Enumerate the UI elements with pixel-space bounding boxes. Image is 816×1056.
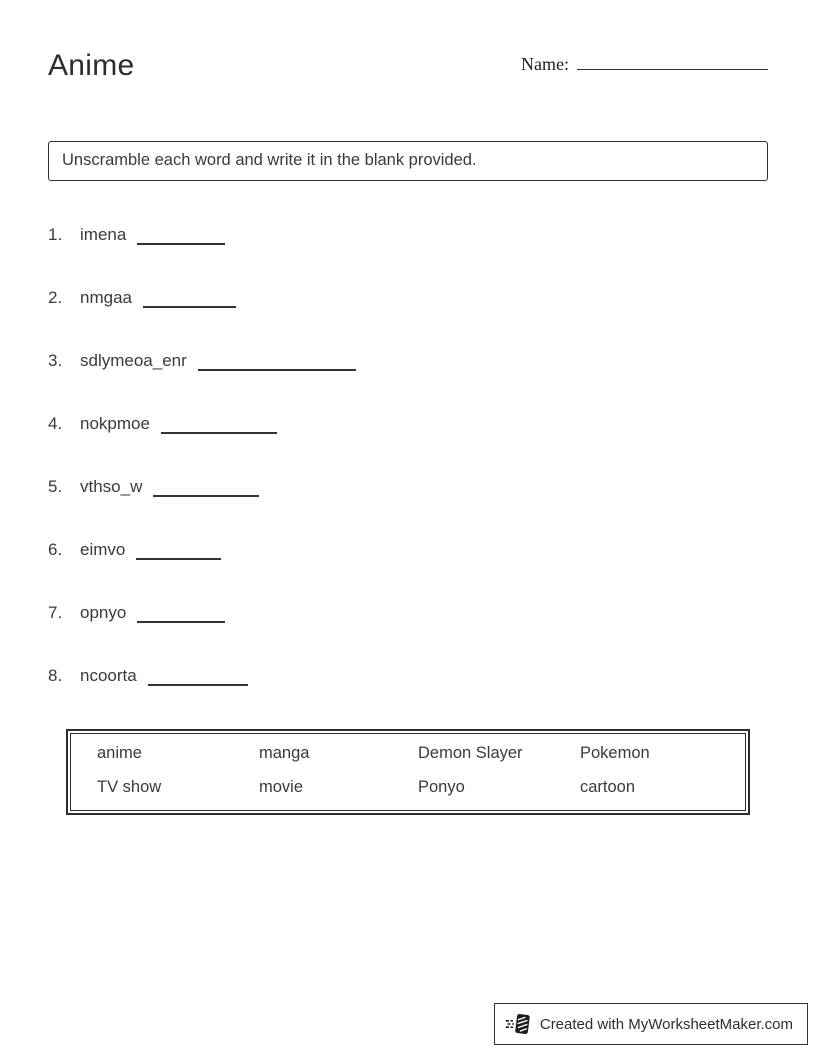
page-title: Anime xyxy=(48,49,135,82)
word-bank-word: Demon Slayer xyxy=(418,744,523,762)
scrambled-word: nokpmoe xyxy=(80,414,150,433)
item-number: 5. xyxy=(48,477,63,496)
list-item xyxy=(48,351,768,375)
answer-blank[interactable] xyxy=(148,672,248,686)
word-bank-word: cartoon xyxy=(580,778,636,796)
myworksheetmaker-logo-icon xyxy=(505,1012,532,1036)
word-bank-grid xyxy=(70,733,746,811)
name-label: Name: xyxy=(521,54,569,74)
list-item xyxy=(48,414,768,438)
word-bank-word: Pokemon xyxy=(580,744,650,762)
list-item xyxy=(48,288,768,312)
item-number: 8. xyxy=(48,666,63,685)
scrambled-word: opnyo xyxy=(80,603,127,622)
word-bank-word: Ponyo xyxy=(418,778,465,796)
scrambled-word: nmgaa xyxy=(80,288,132,307)
word-bank-word: anime xyxy=(97,744,142,762)
list-item xyxy=(48,540,768,564)
name-write-in-line[interactable] xyxy=(577,56,768,70)
answer-blank[interactable] xyxy=(161,420,277,434)
list-item xyxy=(48,225,768,249)
answer-blank[interactable] xyxy=(137,609,225,623)
item-number: 3. xyxy=(48,351,63,370)
credit-box xyxy=(494,1003,808,1045)
scrambled-word: sdlymeoa_enr xyxy=(80,351,187,370)
instructions-text: Unscramble each word and write it in the blank provided. xyxy=(62,151,477,169)
credit-text: Created with MyWorksheetMaker.com xyxy=(539,1015,793,1033)
word-bank xyxy=(66,729,750,815)
item-number: 4. xyxy=(48,414,63,433)
scrambled-word: ncoorta xyxy=(80,666,137,685)
item-number: 7. xyxy=(48,603,63,622)
word-bank-word: TV show xyxy=(97,778,162,796)
answer-blank[interactable] xyxy=(153,483,259,497)
header xyxy=(48,0,768,86)
list-item xyxy=(48,666,768,690)
item-number: 1. xyxy=(48,225,63,244)
answer-blank[interactable] xyxy=(137,231,225,245)
name-block xyxy=(521,54,768,75)
list-item xyxy=(48,603,768,627)
item-number: 2. xyxy=(48,288,63,307)
list-item xyxy=(48,477,768,501)
scrambled-word: vthso_w xyxy=(80,477,143,496)
scrambled-word: imena xyxy=(80,225,127,244)
scramble-list xyxy=(48,225,768,690)
answer-blank[interactable] xyxy=(136,546,221,560)
instructions-box xyxy=(48,141,768,181)
word-bank-word: manga xyxy=(259,744,310,762)
answer-blank[interactable] xyxy=(143,294,236,308)
item-number: 6. xyxy=(48,540,63,559)
scrambled-word: eimvo xyxy=(80,540,126,559)
answer-blank[interactable] xyxy=(198,357,356,371)
word-bank-word: movie xyxy=(259,778,304,796)
